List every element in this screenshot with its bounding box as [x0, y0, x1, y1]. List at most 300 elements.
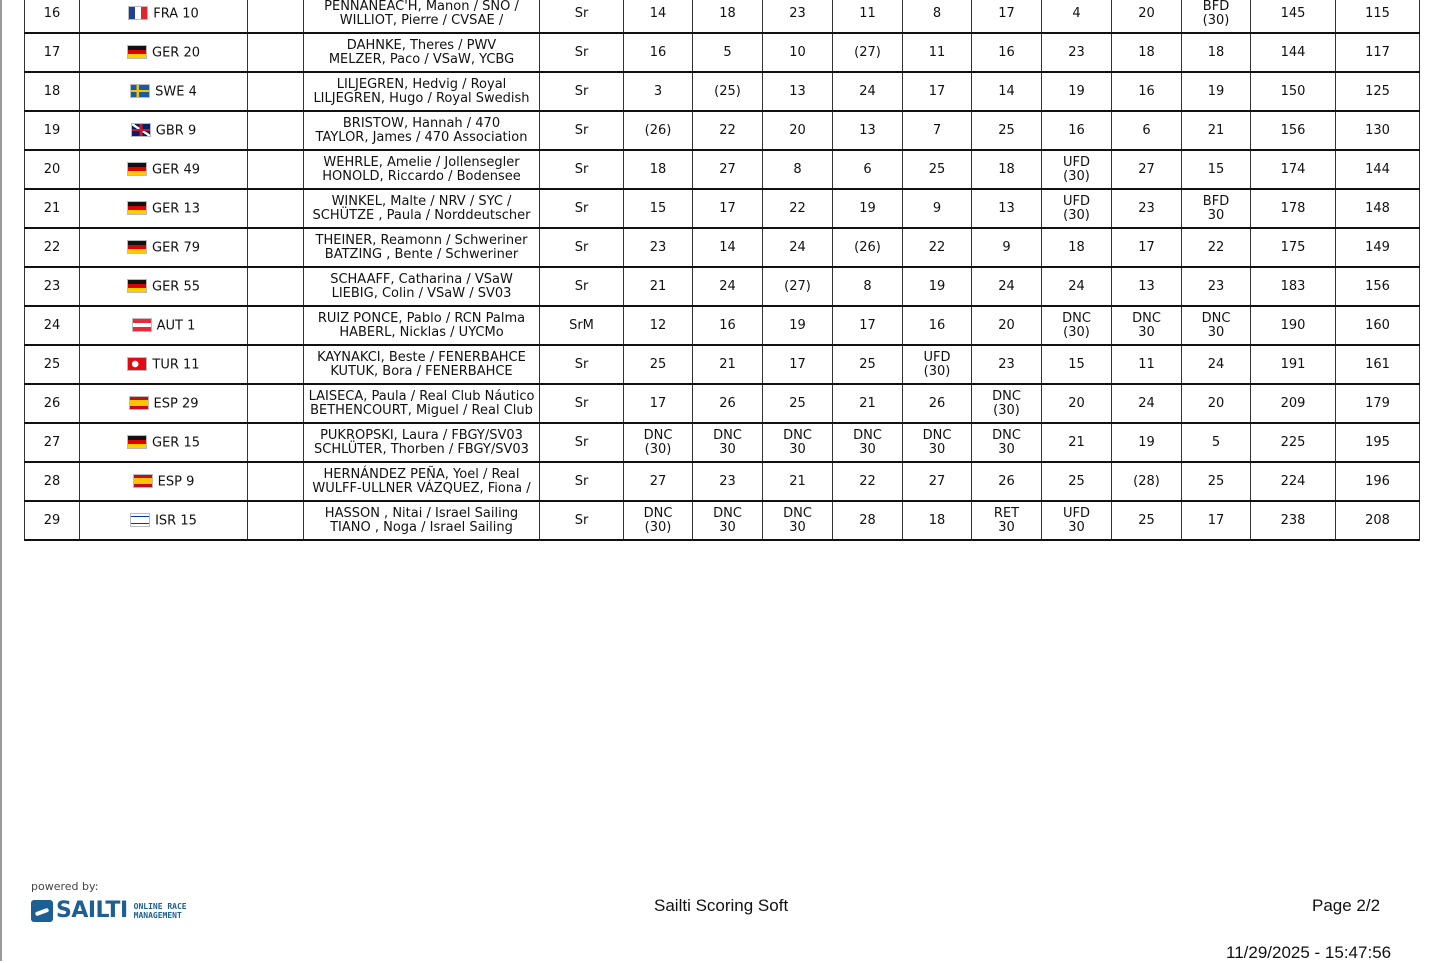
race-score: 19 [1138, 434, 1155, 450]
crew-member: LILJEGREN, Hugo / Royal Swedish [313, 90, 530, 106]
empty-cell [248, 111, 304, 150]
result-row [25, 72, 1420, 111]
race-score: DNC [922, 427, 952, 443]
race-score: 30 [789, 519, 806, 535]
race-score: 30 [998, 441, 1015, 457]
race-8-cell [1112, 72, 1182, 111]
crew-member: RUIZ PONCE, Pablo / RCN Palma [317, 310, 526, 326]
race-5-cell [903, 345, 972, 384]
race-9-cell [1182, 111, 1251, 150]
race-score: 20 [998, 317, 1015, 333]
rank-cell [25, 150, 80, 189]
category-value: Sr [574, 122, 589, 138]
category-value: Sr [574, 434, 589, 450]
race-score: 30 [1138, 324, 1155, 340]
race-score: 13 [1138, 278, 1155, 294]
race-score: 30 [928, 441, 946, 457]
race-score: 25 [1138, 512, 1155, 528]
crew-cell [304, 501, 540, 540]
race-7-cell [1042, 384, 1112, 423]
boat-number: ESP 29 [153, 396, 199, 411]
race-score: (27) [854, 44, 881, 60]
net-cell [1336, 150, 1420, 189]
race-score: 30 [1207, 324, 1225, 340]
race-4-cell [833, 306, 903, 345]
boat-number: GER 49 [152, 162, 200, 177]
race-7-cell [1042, 150, 1112, 189]
net-points: 160 [1365, 317, 1390, 333]
race-4-cell [833, 228, 903, 267]
category-value: Sr [574, 278, 589, 294]
race-score: 18 [1207, 44, 1225, 60]
race-2-cell [693, 0, 763, 33]
race-3-cell [763, 150, 833, 189]
net-points: 208 [1365, 512, 1390, 528]
race-1-cell [624, 189, 693, 228]
total-cell [1251, 189, 1336, 228]
category-cell [540, 423, 624, 462]
race-score: UFD [1062, 154, 1090, 170]
crew-member: BETHENCOURT, Miguel / Real Club [310, 402, 533, 418]
crew-cell [304, 345, 540, 384]
net-cell [1336, 228, 1420, 267]
race-score: DNC [1132, 310, 1161, 326]
race-score: 22 [928, 239, 946, 255]
race-score: 30 [719, 441, 736, 457]
flag-ger-icon [127, 201, 147, 215]
net-points: 156 [1365, 278, 1390, 294]
race-4-cell [833, 33, 903, 72]
race-score: 22 [859, 473, 876, 489]
total-points: 175 [1280, 239, 1306, 255]
rank-value: 28 [43, 473, 61, 489]
rank-value: 27 [43, 434, 61, 450]
total-points: 190 [1280, 317, 1306, 333]
race-score: 18 [1138, 44, 1155, 60]
net-cell [1336, 306, 1420, 345]
race-score: 18 [1068, 239, 1085, 255]
rank-value: 18 [43, 83, 61, 99]
total-points: 150 [1280, 83, 1306, 99]
net-points: 149 [1365, 239, 1390, 255]
rank-cell [25, 345, 80, 384]
race-8-cell [1112, 150, 1182, 189]
race-6-cell [972, 306, 1042, 345]
race-5-cell [903, 33, 972, 72]
boat-cell [80, 462, 248, 501]
rank-cell [25, 501, 80, 540]
race-6-cell [972, 228, 1042, 267]
race-score: 24 [859, 83, 876, 99]
total-points: 156 [1280, 122, 1306, 138]
print-datetime: 11/29/2025 - 15:47:56 [1226, 943, 1392, 962]
race-8-cell [1112, 33, 1182, 72]
boat-cell [80, 267, 248, 306]
race-5-cell [903, 501, 972, 540]
result-row [25, 306, 1420, 345]
crew-cell [304, 72, 540, 111]
race-3-cell [763, 423, 833, 462]
race-score: (30) [993, 402, 1020, 418]
race-score: DNC [713, 505, 742, 521]
rank-value: 23 [43, 278, 61, 294]
category-cell [540, 111, 624, 150]
race-score: 26 [928, 395, 946, 411]
race-score: 17 [928, 83, 946, 99]
race-score: (30) [923, 363, 951, 379]
race-score: UFD [1062, 193, 1090, 209]
total-points: 145 [1280, 5, 1306, 21]
race-score: (30) [644, 519, 672, 535]
crew-member: PENNANEAC'H, Manon / SNO / [324, 0, 519, 14]
race-score: 5 [723, 44, 732, 60]
result-row [25, 0, 1420, 33]
rank-cell [25, 189, 80, 228]
flag-swe-icon [130, 84, 150, 98]
race-score: (28) [1133, 473, 1160, 489]
race-score: 21 [789, 473, 806, 489]
race-score: 19 [789, 317, 806, 333]
race-score: 17 [1138, 239, 1155, 255]
race-score: 13 [859, 122, 876, 138]
crew-member: WEHRLE, Amelie / Jollensegler [323, 154, 520, 170]
crew-member: WULFF-ULLNER VÁZQUEZ, Fiona / [312, 480, 531, 496]
category-cell [540, 384, 624, 423]
race-score: 25 [859, 356, 876, 372]
race-4-cell [833, 501, 903, 540]
race-9-cell [1182, 345, 1251, 384]
race-8-cell [1112, 267, 1182, 306]
race-score: 8 [793, 161, 802, 177]
net-points: 125 [1365, 83, 1390, 99]
race-6-cell [972, 423, 1042, 462]
total-cell [1251, 228, 1336, 267]
result-row [25, 267, 1420, 306]
race-1-cell [624, 501, 693, 540]
crew-member: HABERL, Nicklas / UYCMo [339, 324, 504, 340]
empty-cell [248, 267, 304, 306]
race-score: 17 [649, 395, 667, 411]
race-score: BFD [1202, 0, 1230, 14]
race-3-cell [763, 111, 833, 150]
race-7-cell [1042, 501, 1112, 540]
race-4-cell [833, 189, 903, 228]
race-8-cell [1112, 384, 1182, 423]
crew-member: LAISECA, Paula / Real Club Náutico [308, 388, 535, 404]
race-score: 22 [1207, 239, 1225, 255]
logo-subtitle [134, 902, 187, 920]
rank-cell [25, 462, 80, 501]
category-cell [540, 189, 624, 228]
race-score: RET [993, 505, 1020, 521]
rank-cell [25, 0, 80, 33]
total-points: 178 [1280, 200, 1306, 216]
total-cell [1251, 423, 1336, 462]
race-6-cell [972, 384, 1042, 423]
race-4-cell [833, 384, 903, 423]
race-3-cell [763, 306, 833, 345]
category-value: Sr [574, 5, 589, 21]
race-7-cell [1042, 0, 1112, 33]
race-6-cell [972, 345, 1042, 384]
race-score: 24 [719, 278, 736, 294]
race-score: DNC [1201, 310, 1231, 326]
rank-cell [25, 33, 80, 72]
empty-cell [248, 72, 304, 111]
empty-cell [248, 33, 304, 72]
category-cell [540, 33, 624, 72]
race-5-cell [903, 423, 972, 462]
net-cell [1336, 72, 1420, 111]
category-value: Sr [574, 512, 589, 528]
race-score: 18 [719, 5, 736, 21]
race-score: DNC [992, 427, 1021, 443]
race-1-cell [624, 228, 693, 267]
powered-by-label: powered by: [31, 880, 99, 893]
race-score: 23 [719, 473, 736, 489]
race-9-cell [1182, 0, 1251, 33]
total-cell [1251, 111, 1336, 150]
race-score: (30) [644, 441, 672, 457]
net-points: 115 [1365, 5, 1390, 21]
rank-cell [25, 423, 80, 462]
race-score: 30 [1207, 207, 1225, 223]
race-1-cell [624, 72, 693, 111]
race-score: 18 [928, 512, 946, 528]
race-score: 17 [719, 200, 736, 216]
race-score: 23 [998, 356, 1015, 372]
result-row [25, 423, 1420, 462]
net-cell [1336, 0, 1420, 33]
crew-cell [304, 423, 540, 462]
crew-cell [304, 384, 540, 423]
boat-number: GER 15 [152, 435, 200, 450]
rank-value: 21 [43, 200, 61, 216]
page-edge [0, 0, 2, 961]
race-8-cell [1112, 306, 1182, 345]
category-cell [540, 306, 624, 345]
crew-member: LIEBIG, Colin / VSaW / SV03 [331, 285, 512, 301]
race-4-cell [833, 72, 903, 111]
race-score: 13 [789, 83, 806, 99]
race-7-cell [1042, 111, 1112, 150]
crew-member: SCHÜTZE , Paula / Norddeutscher [312, 207, 531, 223]
race-2-cell [693, 267, 763, 306]
race-8-cell [1112, 189, 1182, 228]
race-score: 25 [789, 395, 806, 411]
rank-cell [25, 111, 80, 150]
rank-cell [25, 228, 80, 267]
boat-cell [80, 306, 248, 345]
race-score: 28 [859, 512, 876, 528]
logo-text: SAILTI [56, 898, 128, 923]
race-score: 8 [932, 5, 942, 21]
category-cell [540, 345, 624, 384]
rank-cell [25, 384, 80, 423]
boat-cell [80, 72, 248, 111]
race-1-cell [624, 306, 693, 345]
total-cell [1251, 501, 1336, 540]
race-8-cell [1112, 501, 1182, 540]
net-cell [1336, 189, 1420, 228]
race-score: 19 [1068, 83, 1085, 99]
category-cell [540, 228, 624, 267]
category-cell [540, 150, 624, 189]
race-score: 24 [1138, 395, 1155, 411]
race-3-cell [763, 501, 833, 540]
empty-cell [248, 228, 304, 267]
race-1-cell [624, 0, 693, 33]
crew-member: KAYNAKCI, Beste / FENERBAHCE [317, 349, 526, 365]
crew-cell [304, 462, 540, 501]
sailti-logo [31, 898, 187, 923]
race-score: 17 [789, 356, 806, 372]
rank-value: 22 [43, 239, 61, 255]
race-score: 6 [1142, 122, 1151, 138]
net-cell [1336, 423, 1420, 462]
crew-cell [304, 0, 540, 33]
race-7-cell [1042, 423, 1112, 462]
race-9-cell [1182, 33, 1251, 72]
category-cell [540, 72, 624, 111]
empty-cell [248, 501, 304, 540]
category-value: Sr [574, 44, 589, 60]
race-score: 16 [719, 317, 736, 333]
race-score: (30) [1063, 207, 1090, 223]
race-score: 22 [789, 200, 806, 216]
boat-cell [80, 33, 248, 72]
result-row [25, 501, 1420, 540]
category-cell [540, 267, 624, 306]
race-score: 7 [932, 122, 942, 138]
race-score: 9 [932, 200, 942, 216]
race-score: 17 [859, 317, 876, 333]
boat-cell [80, 228, 248, 267]
race-score: 16 [649, 44, 667, 60]
race-score: 15 [1068, 356, 1085, 372]
software-name: Sailti Scoring Soft [654, 896, 789, 915]
total-points: 224 [1280, 473, 1306, 489]
race-8-cell [1112, 345, 1182, 384]
total-points: 191 [1280, 356, 1306, 372]
race-5-cell [903, 462, 972, 501]
race-score: 12 [649, 317, 667, 333]
race-5-cell [903, 306, 972, 345]
total-points: 238 [1280, 512, 1306, 528]
race-score: 23 [649, 239, 667, 255]
race-4-cell [833, 462, 903, 501]
total-cell [1251, 150, 1336, 189]
race-7-cell [1042, 33, 1112, 72]
race-3-cell [763, 345, 833, 384]
race-6-cell [972, 267, 1042, 306]
boat-number: SWE 4 [155, 84, 197, 99]
rank-value: 24 [43, 317, 61, 333]
race-score: 15 [649, 200, 667, 216]
race-1-cell [624, 462, 693, 501]
crew-cell [304, 267, 540, 306]
crew-member: WINKEL, Malte / NRV / SYC / [331, 193, 512, 209]
crew-member: MELZER, Paco / VSaW, YCBG [328, 51, 515, 67]
empty-cell [248, 150, 304, 189]
race-score: 25 [1207, 473, 1225, 489]
race-8-cell [1112, 0, 1182, 33]
race-score: 25 [1068, 473, 1085, 489]
race-score: 23 [1068, 44, 1085, 60]
race-2-cell [693, 501, 763, 540]
empty-cell [248, 462, 304, 501]
race-score: 11 [928, 44, 946, 60]
crew-cell [304, 150, 540, 189]
crew-member: BRISTOW, Hannah / 470 [342, 115, 501, 131]
race-score: 16 [1138, 83, 1155, 99]
total-points: 225 [1280, 434, 1306, 450]
rank-value: 29 [43, 512, 61, 528]
net-points: 130 [1365, 122, 1390, 138]
race-score: 30 [719, 519, 736, 535]
race-score: 26 [719, 395, 736, 411]
race-score: UFD [1062, 505, 1090, 521]
race-score: 9 [1002, 239, 1011, 255]
net-points: 148 [1365, 200, 1390, 216]
category-cell [540, 501, 624, 540]
logo-sub-line-2: MANAGEMENT [133, 910, 182, 920]
result-row [25, 189, 1420, 228]
race-7-cell [1042, 72, 1112, 111]
race-score: UFD [923, 349, 951, 365]
crew-member: HERNÁNDEZ PEÑA, Yoel / Real [323, 466, 520, 482]
boat-number: ESP 9 [157, 474, 195, 489]
race-score: 27 [719, 161, 736, 177]
boat-number: TUR 11 [152, 357, 200, 372]
race-5-cell [903, 72, 972, 111]
race-score: (26) [854, 239, 881, 255]
result-row [25, 384, 1420, 423]
total-cell [1251, 33, 1336, 72]
flag-isr-icon [130, 513, 150, 527]
race-4-cell [833, 0, 903, 33]
race-score: 14 [998, 83, 1015, 99]
results-table [24, 0, 1420, 541]
race-6-cell [972, 111, 1042, 150]
race-5-cell [903, 150, 972, 189]
race-score: 13 [998, 200, 1015, 216]
race-2-cell [693, 228, 763, 267]
boat-cell [80, 345, 248, 384]
boat-number: GER 79 [152, 240, 200, 255]
race-score: 19 [928, 278, 946, 294]
race-score: 20 [1068, 395, 1085, 411]
race-6-cell [972, 501, 1042, 540]
net-cell [1336, 33, 1420, 72]
race-score: 18 [649, 161, 667, 177]
race-score: 21 [859, 395, 876, 411]
result-row [25, 345, 1420, 384]
race-score: 16 [1068, 122, 1085, 138]
race-2-cell [693, 462, 763, 501]
race-9-cell [1182, 306, 1251, 345]
race-5-cell [903, 267, 972, 306]
race-score: 27 [1138, 161, 1155, 177]
race-5-cell [903, 228, 972, 267]
race-score: (27) [784, 278, 811, 294]
race-score: 23 [1138, 200, 1155, 216]
category-value: Sr [574, 161, 589, 177]
race-score: 16 [998, 44, 1015, 60]
race-2-cell [693, 33, 763, 72]
race-2-cell [693, 72, 763, 111]
net-cell [1336, 345, 1420, 384]
